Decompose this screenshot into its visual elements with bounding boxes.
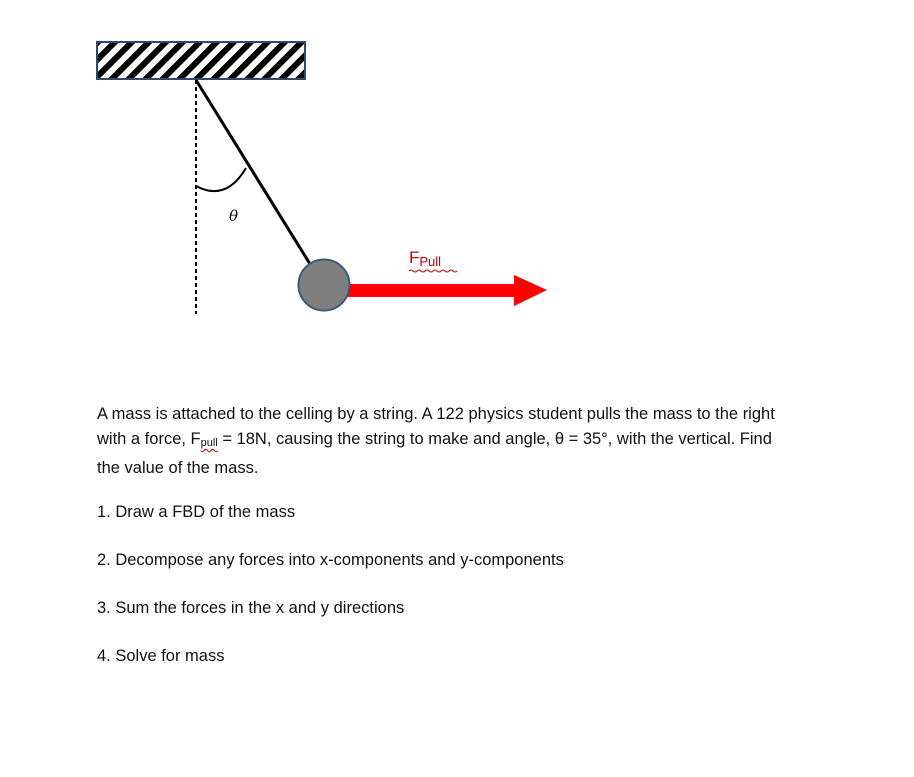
force-label-squiggle <box>409 270 457 272</box>
angle-label: θ <box>229 207 239 225</box>
step-item: 4. Solve for mass <box>97 647 225 665</box>
problem-line-1: A mass is attached to the celling by a string. A 122 physics student pulls the mass to the right <box>97 405 775 423</box>
step-item: 3. Sum the forces in the x and y directions <box>97 599 405 617</box>
step-item: 1. Draw a FBD of the mass <box>97 503 296 521</box>
force-arrow-shaft <box>328 284 518 297</box>
problem-statement <box>97 402 857 481</box>
mass <box>299 260 350 311</box>
step-item: 2. Decompose any forces into x-components and y-components <box>97 551 564 569</box>
string <box>196 80 310 264</box>
force-label-subscript: Pull <box>419 254 442 269</box>
problem-line-3: the value of the mass. <box>97 459 259 477</box>
problem-line-2 <box>97 427 857 456</box>
ceiling <box>97 42 305 79</box>
force-label <box>409 248 441 269</box>
problem-line-2-end: = 18N, causing the string to make and angle, θ = 35°, with the vertical. Find <box>217 430 772 448</box>
force-label-main: F <box>409 248 420 267</box>
angle-arc <box>196 168 246 191</box>
force-subscript-pull: pull <box>200 437 218 449</box>
step-list <box>97 500 564 692</box>
pendulum-diagram <box>0 0 914 380</box>
problem-line-2-start: with a force, F <box>97 430 201 448</box>
force-arrow-head <box>514 275 547 306</box>
